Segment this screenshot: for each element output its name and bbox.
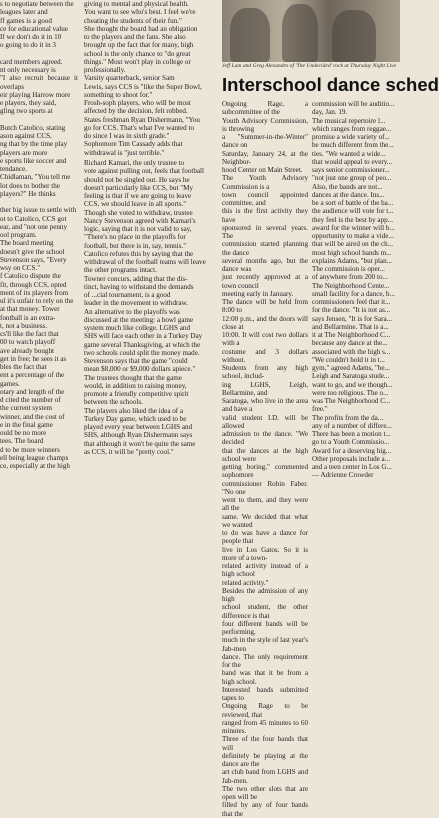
text-line: doesn't particularly like CCS, but "My [84,183,193,192]
text-line: went to them, and they were all the [222,496,308,513]
text-line: players?" He thinks [0,189,56,198]
text-line: o going to do it in 3 [0,41,56,50]
article-middle-left [84,159,216,456]
text-line: Catolico refutes this by saying that the [84,249,194,258]
text-line: An alternative to the playoffs was [84,307,180,316]
text-line: be much different from the... [312,141,394,150]
text-line: e in the final game [0,420,53,429]
text-line: e players, they said, [0,99,57,107]
text-line: be a sort of battle of the ba... [312,199,394,207]
text-line: Ongoing Rage to be reviewed, that [222,702,308,719]
text-line: ell being league champs [0,453,69,462]
text-line: The dance will be held from 8:00 to [222,298,308,315]
text-line: meeting early in January. [222,289,294,298]
text-line: d cited the number of [0,396,61,404]
text-line: discussed at the meeting: a bowl game [84,315,194,324]
text-line: award for the winner will b... [312,223,395,232]
text-line: leagues later and [0,8,48,17]
text-line: were too religious. The o... [312,388,389,397]
text-line: Towner concurs, adding that the dis- [84,274,188,283]
text-line: Youth Advisory Commission, is throwing [222,116,308,133]
text-line: promote a friendly competitive spirit [84,390,189,398]
text-line: t, not a business. [0,321,48,330]
text-line: vote against pulling out, feels that football [84,167,204,176]
text-line: The profits from the da... [312,413,384,422]
text-line: Also, the bands are not... [312,182,383,191]
text-line: and Bellarmine. That is a... [312,322,389,331]
text-line: States freshman Ryan Dishermann, "You [84,115,200,124]
text-line: ave already bought [0,346,54,355]
text-line: Interested bands submitted tapes to [222,685,308,702]
text-line: played every year between LGHS and [84,423,193,431]
article-left-column [0,0,78,470]
text-line: they feel is the best by app... [312,215,393,224]
text-line: SHS, although Ryan Dishermann says [84,431,193,440]
text-line: If we don't do it in 10 [0,33,62,41]
text-line: between the schools. [84,398,143,407]
text-line: explains Adams, "but plan... [312,256,392,265]
article-headline: Interschool dance sched [222,74,439,95]
text-line: cs'll like the fact that [0,330,59,338]
text-line: football, but there is in, say, tennis." [84,241,187,250]
band-photo [222,0,400,62]
text-line: several months ago, but the dance was [222,256,308,273]
text-line: opportunity to make a vide... [312,232,394,240]
text-line: d to be more winners [0,445,60,454]
text-line: says Jensen, "It is for Sara... [312,314,392,323]
text-line: Stevenson says that the game "could [84,357,188,365]
text-line [0,116,78,124]
text-line: The board meeting [0,239,54,248]
text-line: Though she voted to withdraw, trustee [84,208,193,217]
text-line: Lewis, says CCS is "like the Super Bowl, [84,82,202,91]
text-line: ng that by the time play [0,140,68,149]
text-line: go to a Youth Commissio... [312,438,390,447]
text-line: ul it's unfair to rely on the [0,297,74,305]
text-line: would, in addition to raising money, [84,381,187,390]
text-line: and a teen center in Los G... [312,463,392,471]
text-line: "not just one group of peo... [312,174,392,183]
text-line: giving to mental and physical health. [84,0,189,8]
text-line: withdrawal is "just terrible." [84,148,165,157]
text-line: The players also liked the idea of a [84,406,184,415]
text-line: same. We decided that what we wanted [222,512,308,529]
dance-article-column-2 [312,100,400,480]
text-line: Saratoga, who live in the area and have a [222,397,308,414]
text-line [0,198,78,206]
text-line: ould be no more [0,429,47,437]
text-line: of anywhere from 200 to... [312,273,388,282]
text-line: game several Thanksgiving, at which the [84,340,201,349]
text-line: players are more [0,148,48,157]
text-line: any of a number of differe... [312,421,392,430]
text-line: commission will be auditio... [312,100,395,108]
text-line: tinct, having to withstand the demands [84,282,194,291]
text-line: gym," agreed Adams, "be... [312,364,390,372]
text-line: do since I was in sixth grade." [84,132,170,140]
text-line: ear, and "not one penny [0,222,68,231]
text-line: ranged from 45 minutes to 60 minutes. [222,718,308,735]
text-line: ason against CCS, [0,132,52,140]
text-line: admission to the dance. "We decided [222,430,308,447]
text-line: cheating the students of their fun." [84,16,182,25]
text-line: Leigh and Saratoga stude... [312,372,390,381]
text-line: Varsity quarterback, senior Sam [84,74,175,83]
text-line: gling two sports at [0,107,53,116]
text-line: promise a wide variety of... [312,133,390,141]
text-line: getting boring," commented sophomore [222,463,308,480]
text-line: that will be aired on the ch... [312,240,393,249]
text-line: small facility for a dance, b... [312,289,395,298]
text-line: that the dances at the high school were [222,446,308,463]
text-line: ot to Catolico, CCS got [0,214,67,223]
text-line: the current system [0,404,53,413]
text-line: eir playing Harrow more [0,90,71,99]
text-line: of ...cial tournament, is a good [84,291,171,299]
text-line: that would appeal to every... [312,157,393,166]
text-line: The Neighborhood Cente... [312,281,390,290]
text-line: valid student I.D. will be allowed [222,413,308,430]
text-line: affected by the decision, felt robbed. [84,107,188,116]
text-line: ent a percentage of the [0,371,65,380]
text-line: s to negotiate between the [0,0,74,8]
text-line: winner, and the cost of [0,412,65,421]
text-line: related activity instead of a high school [222,562,308,579]
text-line: was The Neighborhood C... [312,397,391,405]
text-line: the other programs intact. [84,266,157,275]
text-line: school is the only chance to "do great [84,49,191,58]
text-line: 12:00 p.m., and the doors will close at [222,314,308,331]
text-line: a "Summer-in-the-Winter" dance on [222,133,308,150]
text-line: live in Los Gatos. So it is more of a town- [222,545,308,562]
text-line: hood Center on Main Street. [222,166,303,174]
text-line: the audience will vote for t... [312,207,394,216]
text-line: f Catolico dispute the [0,272,61,281]
text-line: commission started planning the dance [222,240,308,257]
text-line: doesn't give the school [0,247,65,256]
text-line: leader in the movement to withdraw. [84,299,188,308]
text-line: most high school bands m... [312,248,392,257]
text-line: feeling is that if we are going to leave [84,192,192,200]
text-line: otary and length of the [0,387,65,396]
text-line: just recently approved at a town council [222,273,308,290]
text-line: four different bands will be performing, [222,619,308,636]
text-line: go for CCS. That's what I've wanted to [84,123,194,132]
text-line: e sports like soccer and [0,156,67,165]
text-line: dances at the dance. Ins... [312,190,385,199]
dance-article-column-1 [222,100,308,818]
text-line: The two other slots that are open will be [222,784,308,801]
text-line: Richard Kamari, the only trustee to [84,159,185,167]
text-line: fontball is an extra- [0,313,56,322]
text-line: commissioner Robin Faber. "No one [222,479,308,496]
text-line: dance. The only requirement for the [222,652,308,669]
text-line: should not be singled out. He says he [84,175,190,184]
text-line: Ongoing Rage, a subcommittee of the [222,100,308,117]
text-line: get in free; he sees it as [0,354,67,363]
text-line [0,50,78,58]
text-line: CCS, we should leave in all sports." [84,200,187,209]
text-line: filled by any of four bands that the [222,801,308,818]
text-line: nt only necessary is [0,66,56,74]
article-middle-top [84,0,216,157]
text-line: associated with the high s... [312,347,391,356]
text-line: "There's no place in the playoffs for [84,233,186,242]
text-line: mean $8,000 or $9,000 dollars apiece." [84,365,196,374]
text-line: ties. "We wanted a wide... [312,149,386,158]
text-line: band was that it be from a high school. [222,669,308,686]
text-line: Award for a deserving hig... [312,446,392,455]
text-line: The commission is oper... [312,265,385,273]
photo-caption: Jeff Lam and Greg Alexandro of 'The Undecided' rock at Thursday Night Live [222,63,397,69]
text-line: something to shoot for." [84,90,153,99]
text-line: tendance. [0,165,27,173]
text-line: card members agreed. [0,57,63,66]
text-line: for the dance. "It is not as... [312,306,391,315]
text-line: 10:00. It will cost two dollars with a [222,331,308,348]
text-line: Saturday, January 24, at the Neighbor- [222,149,308,166]
text-line: ment of its players from [0,288,69,297]
text-line: Chidlaman, "You tell me [0,173,71,182]
text-line: 00 to watch playoff [0,338,56,347]
text-line: Butch Catolico, stating [0,123,66,132]
text-line: related activity." [222,578,269,587]
text-line: ce for educational value [0,24,68,33]
text-line: at that money. Tower [0,305,60,314]
text-line: this is the first activity they have [222,207,308,224]
text-line: definitely be playing at the dance are the [222,751,308,768]
text-line: withdrawal of the football teams will leave [84,258,206,266]
text-line: as CCS, it will be "pretty cool." [84,447,174,456]
text-line: The Youth Advisory Commission is a [222,174,308,191]
article-middle-column [84,0,216,456]
text-line: free." [312,405,328,414]
text-line: The trustees thought that the game [84,373,182,382]
text-line: tees. The board [0,437,44,446]
text-line: town council appointed committee, and [222,190,308,207]
text-line: day, Jan. 19. [312,108,348,117]
text-line: lot does to bother the [0,181,60,190]
text-line: Turkey Day game, which used to be [84,414,187,423]
text-line: much in the style of last year's Jab-men [222,636,308,653]
text-line: SHS will face each other in a Turkey Day [84,332,203,341]
text-line: Frosh-soph players, who will be most [84,99,191,107]
text-line: Nancy Stevenson agreed with Kamari's [84,216,196,225]
text-line: ther big issue to settle with [0,206,77,215]
text-line: art club band from LGHS and Jab-men. [222,768,308,785]
text-line: which ranges from reggae... [312,124,392,133]
text-line: bles the fact that [0,363,47,371]
text-line: to do was have a dance for people that [222,529,308,546]
text-line: things." Most won't play in college or [84,57,191,66]
text-line: that although it won't be quite the same [84,439,196,448]
text-line: Three of the four bands that will [222,735,308,752]
text-line: "We couldn't hold it in t... [312,355,385,364]
text-line: because any dance at the... [312,339,388,348]
text-line: There has been a motion t... [312,430,391,438]
text-line: Sophomore Tim Cassady adds that [84,140,183,149]
text-line: logic, saying that it is not valid to say, [84,225,192,233]
text-line: to the players and the fans. She also [84,33,186,41]
text-line: Other proposals include a... [312,454,391,463]
text-line: The musical repertoire l... [312,116,386,125]
text-line: system much like college. LGHS and [84,324,190,332]
text-line: games. [0,379,20,388]
text-line: ce, especially at the high [0,462,70,470]
text-line: Besides the admission of any high [222,586,308,603]
text-line: ool program. [0,231,37,239]
text-line: school student, the other difference is that [222,603,308,620]
text-line: ing LGHS, Leigh, Bellarmine, and [222,380,308,397]
text-line: professionally. [84,66,126,74]
text-line: — Adrienne Crowder [312,471,374,480]
text-line: ff games is a good [0,16,52,25]
text-line: Stevenson says, "Every [0,255,67,264]
text-line: costume and 3 dollars without. [222,347,308,364]
text-line: it at The Neighborhood C... [312,331,391,339]
text-line: says senior commissioner... [312,166,390,174]
text-line: want to go, and we though... [312,380,393,389]
text-line: sponsored in several years. The [222,223,308,240]
text-line: She thought the board had an obligation [84,24,198,33]
text-line: "I also recruit because it overlaps [0,74,78,91]
text-line: Students from any high school, includ- [222,364,308,381]
text-line: two schools could split the money made. [84,348,200,357]
text-line: commissioners feel that it... [312,298,391,306]
text-line: brought up the fact that for many, high [84,41,194,50]
text-line: wsy on CCS." [0,264,41,272]
text-line: fit, through CCS, opted [0,280,67,289]
text-line: You want to see who's best. I feel we're [84,8,196,17]
